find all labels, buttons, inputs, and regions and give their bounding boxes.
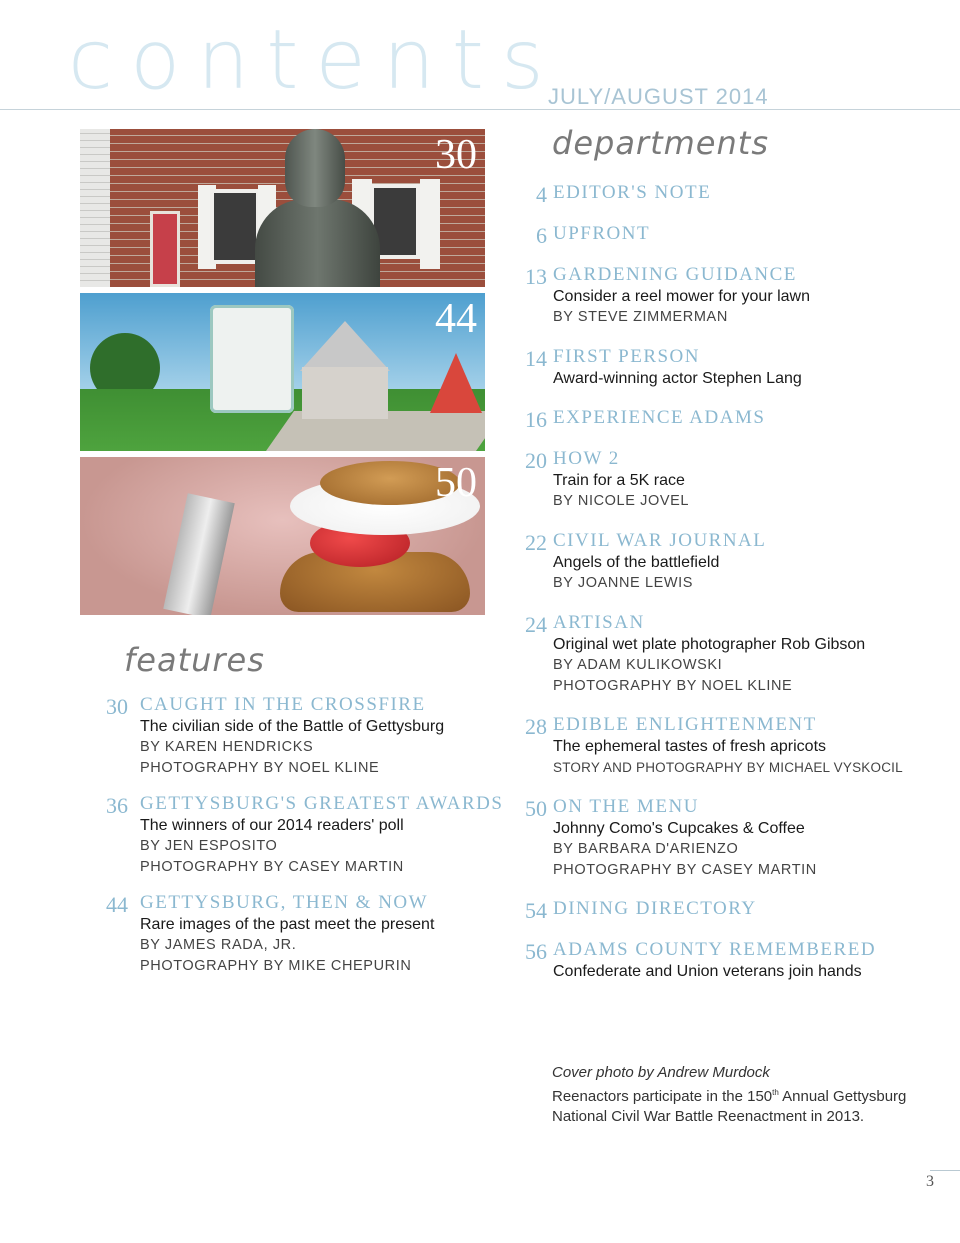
photo-statue-brick-house bbox=[80, 129, 485, 287]
entry-description: The winners of our 2014 readers' poll bbox=[140, 817, 404, 834]
entry-photo-credit: PHOTOGRAPHY BY CASEY MARTIN bbox=[553, 862, 817, 878]
entry-page-number: 20 bbox=[525, 448, 547, 473]
dept-entry[interactable] bbox=[525, 939, 877, 982]
entry-heading: EDITOR'S NOTE bbox=[553, 182, 712, 203]
entry-byline: BY BARBARA D'ARIENZO bbox=[553, 841, 739, 857]
entry-byline: BY NICOLE JOVEL bbox=[553, 493, 690, 509]
entry-page-number: 50 bbox=[525, 796, 547, 821]
entry-heading: EXPERIENCE ADAMS bbox=[553, 407, 766, 428]
entry-photo-credit: PHOTOGRAPHY BY CASEY MARTIN bbox=[140, 859, 404, 875]
entry-heading: HOW 2 bbox=[553, 448, 620, 469]
entry-byline: BY JEN ESPOSITO bbox=[140, 838, 278, 854]
entry-description: Train for a 5K race bbox=[553, 472, 685, 489]
cover-description-line: Reenactors participate in the 150th Annual Gettysburg bbox=[552, 1088, 907, 1105]
entry-heading: FIRST PERSON bbox=[553, 346, 701, 367]
entry-page-number: 36 bbox=[106, 793, 128, 818]
entry-description: Johnny Como's Cupcakes & Coffee bbox=[553, 820, 805, 837]
dept-entry[interactable] bbox=[525, 898, 757, 923]
entry-description: Confederate and Union veterans join hands bbox=[553, 963, 862, 980]
page-number-rule bbox=[930, 1170, 960, 1171]
entry-byline: STORY AND PHOTOGRAPHY BY MICHAEL VYSKOCIL bbox=[553, 760, 903, 775]
entry-description: Award-winning actor Stephen Lang bbox=[553, 370, 802, 387]
entry-heading: ADAMS COUNTY REMEMBERED bbox=[553, 939, 877, 960]
entry-page-number: 28 bbox=[525, 714, 547, 739]
entry-heading: GARDENING GUIDANCE bbox=[553, 264, 797, 285]
dept-entry[interactable] bbox=[525, 530, 767, 594]
entry-description: Rare images of the past meet the present bbox=[140, 916, 435, 933]
entry-heading: GETTYSBURG, THEN & NOW bbox=[140, 892, 429, 913]
dept-entry[interactable] bbox=[525, 714, 903, 778]
dept-entry[interactable] bbox=[525, 264, 810, 328]
cover-photo-credit: Cover photo by Andrew Murdock bbox=[552, 1064, 770, 1081]
dept-entry[interactable] bbox=[525, 448, 690, 512]
entry-byline: BY STEVE ZIMMERMAN bbox=[553, 309, 728, 325]
dept-entry[interactable] bbox=[525, 796, 817, 881]
masthead-title: contents bbox=[68, 13, 561, 108]
entry-byline: BY JOANNE LEWIS bbox=[553, 575, 694, 591]
entry-page-number: 14 bbox=[525, 346, 547, 371]
entry-heading: CAUGHT IN THE CROSSFIRE bbox=[140, 694, 426, 715]
entry-description: The civilian side of the Battle of Gettysburg bbox=[140, 718, 445, 735]
issue-date: JULY/AUGUST 2014 bbox=[548, 84, 769, 109]
entry-page-number: 30 bbox=[106, 694, 128, 719]
dept-entry[interactable] bbox=[525, 346, 802, 389]
photo-page-number: 50 bbox=[435, 460, 477, 506]
feature-entry[interactable] bbox=[106, 892, 435, 977]
entry-photo-credit: PHOTOGRAPHY BY NOEL KLINE bbox=[553, 678, 793, 694]
entry-photo-credit: PHOTOGRAPHY BY NOEL KLINE bbox=[140, 760, 380, 776]
entry-page-number: 44 bbox=[106, 892, 128, 917]
entry-page-number: 4 bbox=[536, 182, 547, 207]
entry-heading: GETTYSBURG'S GREATEST AWARDS bbox=[140, 793, 504, 814]
dept-entry[interactable] bbox=[525, 407, 766, 432]
dept-entry[interactable] bbox=[536, 182, 712, 207]
dept-entry[interactable] bbox=[525, 612, 866, 697]
feature-entry[interactable] bbox=[106, 793, 504, 878]
entry-description: Original wet plate photographer Rob Gibson bbox=[553, 636, 866, 653]
photo-shortcake bbox=[80, 457, 485, 615]
entry-page-number: 54 bbox=[525, 898, 547, 923]
entry-heading: ARTISAN bbox=[553, 612, 645, 633]
page-number: 3 bbox=[926, 1173, 934, 1190]
entry-page-number: 13 bbox=[525, 264, 547, 289]
entry-heading: ON THE MENU bbox=[553, 796, 699, 817]
entry-byline: BY ADAM KULIKOWSKI bbox=[553, 657, 723, 673]
departments-heading: departments bbox=[552, 124, 769, 162]
entry-heading: CIVIL WAR JOURNAL bbox=[553, 530, 767, 551]
entry-page-number: 24 bbox=[525, 612, 547, 637]
entry-heading: DINING DIRECTORY bbox=[553, 898, 757, 919]
header-rule bbox=[0, 109, 960, 110]
entry-photo-credit: PHOTOGRAPHY BY MIKE CHEPURIN bbox=[140, 958, 412, 974]
features-heading: features bbox=[124, 641, 265, 679]
entry-byline: BY JAMES RADA, JR. bbox=[140, 937, 297, 953]
entry-description: The ephemeral tastes of fresh apricots bbox=[553, 738, 827, 755]
entry-page-number: 6 bbox=[536, 223, 547, 248]
entry-page-number: 22 bbox=[525, 530, 547, 555]
entry-heading: EDIBLE ENLIGHTENMENT bbox=[553, 714, 817, 735]
photo-fantasyland bbox=[80, 293, 485, 451]
entry-page-number: 56 bbox=[525, 939, 547, 964]
cover-description-line: National Civil War Battle Reenactment in 2013. bbox=[552, 1108, 865, 1125]
dept-entry[interactable] bbox=[536, 223, 651, 248]
entry-byline: BY KAREN HENDRICKS bbox=[140, 739, 314, 755]
photo-page-number: 30 bbox=[435, 132, 477, 178]
cover-caption bbox=[552, 1063, 906, 1127]
entry-page-number: 16 bbox=[525, 407, 547, 432]
entry-heading: UPFRONT bbox=[553, 223, 651, 244]
photo-page-number: 44 bbox=[435, 296, 477, 342]
feature-entry[interactable] bbox=[106, 694, 445, 779]
entry-description: Consider a reel mower for your lawn bbox=[553, 288, 810, 305]
entry-description: Angels of the battlefield bbox=[553, 554, 720, 571]
